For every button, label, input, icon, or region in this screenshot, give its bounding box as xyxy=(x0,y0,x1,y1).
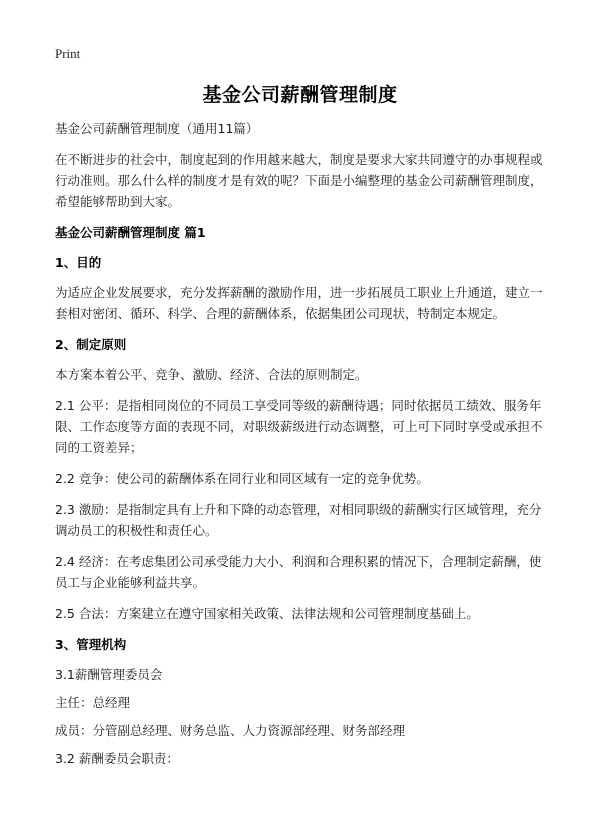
section-title: 基金公司薪酬管理制度 篇1 xyxy=(55,225,206,240)
principle-competition: 2.2 竞争：使公司的薪酬体系在同行业和同区域有一定的竞争优势。 xyxy=(55,471,429,486)
members-paragraph: 成员：分管副总经理、财务总监、人力资源部经理、财务部经理 xyxy=(55,723,406,738)
heading-management: 3、管理机构 xyxy=(55,637,127,652)
committee-paragraph: 3.1薪酬管理委员会 xyxy=(55,667,163,682)
principles-paragraph: 本方案本着公平、竞争、激励、经济、合法的原则制定。 xyxy=(55,367,368,382)
principle-legality: 2.5 合法：方案建立在遵守国家相关政策、法律法规和公司管理制度基础上。 xyxy=(55,606,479,621)
principle-fairness: 2.1 公平：是指相同岗位的不同员工享受同等级的薪酬待遇；同时依据员工绩效、服务年限、工作态度等方面的表现不同，对职级薪级进行动态调整，可上可下同时享受或承担不同的工资差异； xyxy=(55,398,543,455)
heading-purpose: 1、目的 xyxy=(55,255,102,270)
print-link[interactable]: Print xyxy=(55,46,81,61)
purpose-paragraph: 为适应企业发展要求，充分发挥薪酬的激励作用，进一步拓展员工职业上升通道，建立一套相对密闭、循环、科学、合理的薪酬体系，依据集团公司现状，特制定本规定。 xyxy=(55,285,543,321)
intro-paragraph: 在不断进步的社会中，制度起到的作用越来越大，制度是要求大家共同遵守的办事规程或行动准则。那么什么样的制度才是有效的呢？下面是小编整理的基金公司薪酬管理制度，希望能够帮助到大家。 xyxy=(55,152,543,209)
director-paragraph: 主任：总经理 xyxy=(55,695,131,710)
principle-economy: 2.4 经济：在考虑集团公司承受能力大小、利润和合理积累的情况下，合理制定薪酬，使员工与企业能够利益共享。 xyxy=(55,554,542,590)
document-title: 基金公司薪酬管理制度 xyxy=(202,84,398,106)
heading-principles: 2、制定原则 xyxy=(55,337,127,352)
principle-incentive: 2.3 激励：是指制定具有上升和下降的动态管理，对相同职级的薪酬实行区域管理，充分调动员工的积极性和责任心。 xyxy=(55,502,542,538)
document-subtitle: 基金公司薪酬管理制度（通用11篇） xyxy=(55,121,259,136)
committee-duties-paragraph: 3.2 薪酬委员会职责： xyxy=(55,751,179,766)
document-body xyxy=(55,118,552,776)
